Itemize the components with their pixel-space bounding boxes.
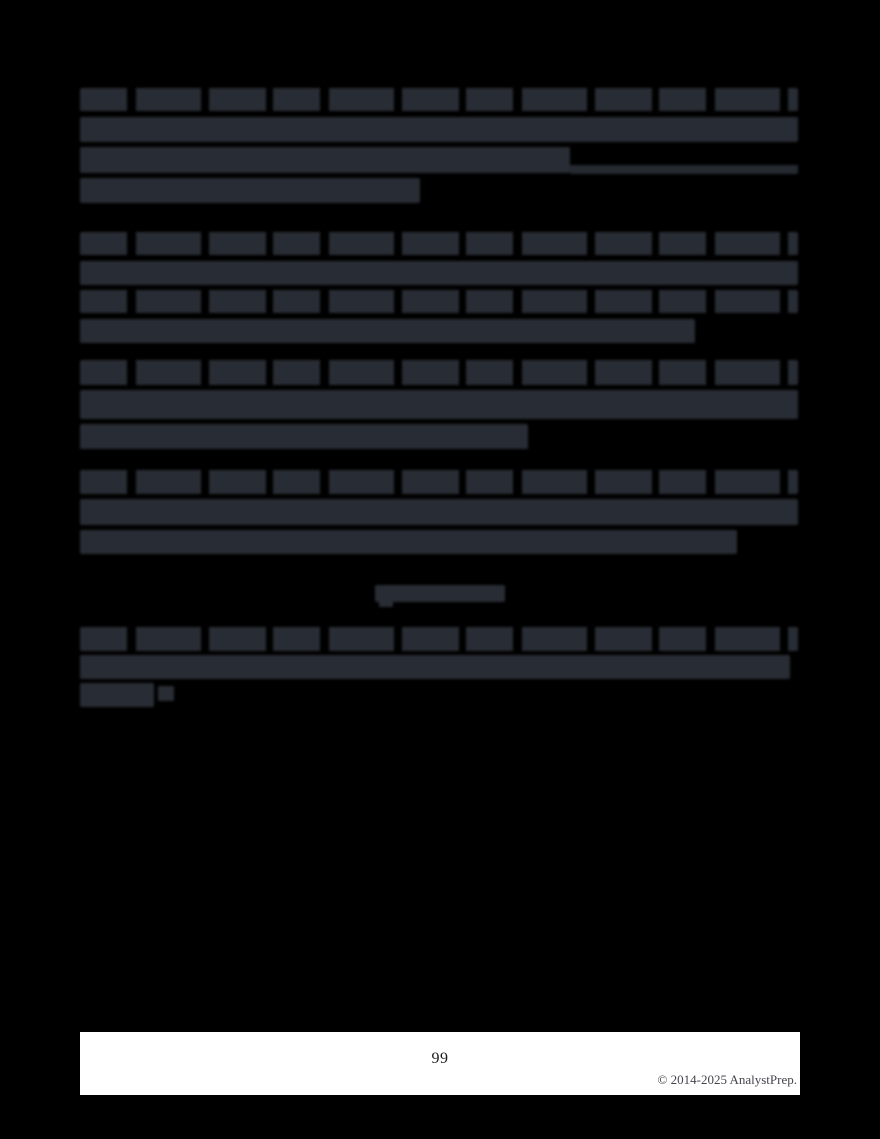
- redacted-text-line: [80, 390, 798, 419]
- page-number: 99: [431, 1050, 449, 1067]
- redacted-text-line: [379, 601, 393, 607]
- redacted-text-line: [80, 499, 798, 525]
- redacted-text-line: [80, 655, 790, 679]
- redacted-text-line: [570, 165, 798, 174]
- copyright-notice: © 2014-2025 AnalystPrep.: [657, 1072, 797, 1087]
- redacted-text-line: [158, 686, 174, 701]
- redacted-text-line: [80, 470, 798, 494]
- redacted-text-line: [80, 88, 798, 111]
- redacted-text-line: [80, 360, 798, 385]
- redacted-text-line: [80, 290, 798, 313]
- redacted-text-line: [80, 627, 798, 651]
- redacted-text-line: [80, 261, 798, 285]
- redacted-text-line: [80, 683, 154, 707]
- redacted-text-line: [80, 232, 798, 255]
- redacted-text-line: [80, 424, 528, 449]
- redacted-text-line: [80, 319, 695, 343]
- redacted-text-line: [80, 178, 420, 203]
- redacted-text-line: [80, 117, 798, 142]
- redacted-text-line: [80, 530, 737, 554]
- footer-panel: [80, 1032, 800, 1095]
- redacted-text-line: [80, 147, 570, 173]
- redacted-text-line: [375, 585, 505, 602]
